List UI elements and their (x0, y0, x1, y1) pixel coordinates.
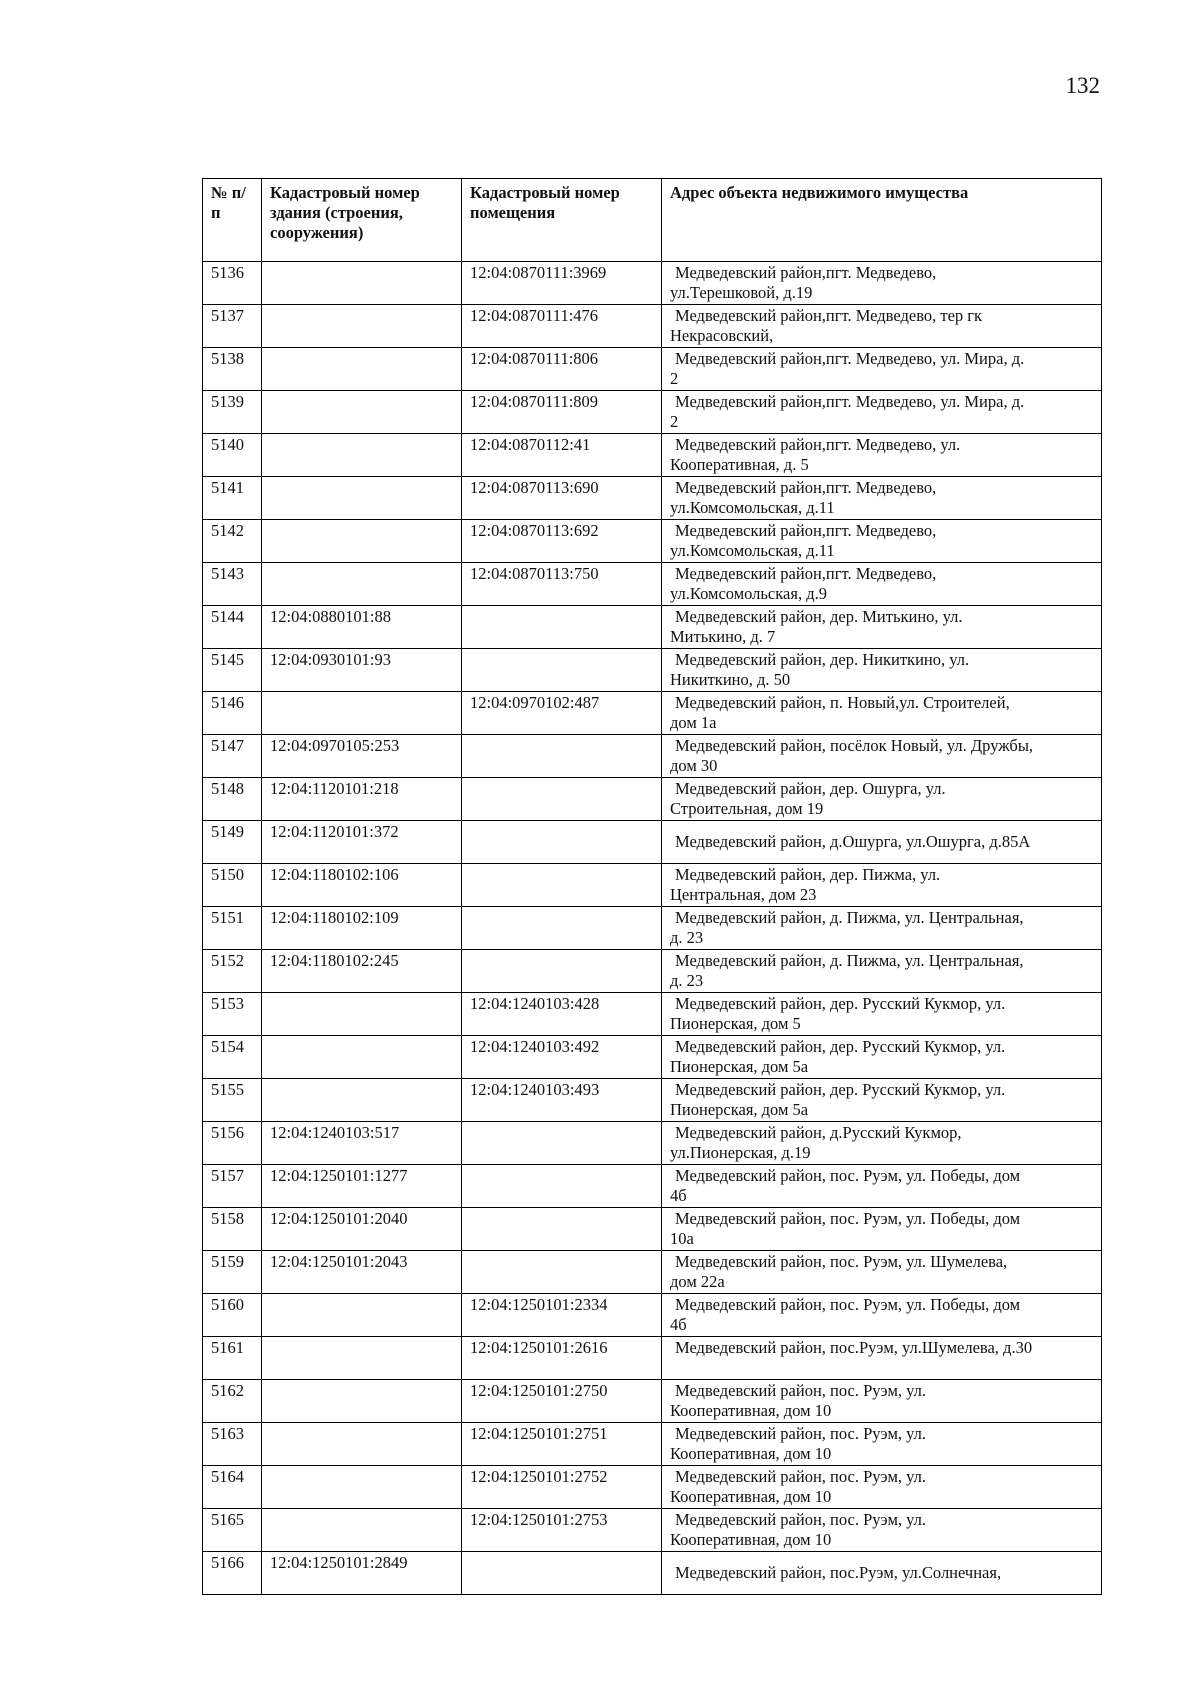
row-number: 5162 (203, 1380, 262, 1423)
building-cadastral-number: 12:04:1180102:245 (262, 950, 462, 993)
property-address (662, 262, 1102, 305)
table-row (203, 993, 1102, 1036)
premises-cadastral-number: 12:04:1240103:428 (462, 993, 662, 1036)
address-line: Медведевский район, д.Ошурга, ул.Ошурга, д.85А (675, 832, 1031, 851)
address-line: Медведевский район, пос. Руэм, ул. Победы, дом (675, 1295, 1021, 1314)
premises-cadastral-number: 12:04:1240103:492 (462, 1036, 662, 1079)
row-number: 5163 (203, 1423, 262, 1466)
table-row (203, 262, 1102, 305)
address-line: Митькино, д. 7 (670, 627, 776, 646)
address-line: Центральная, дом 23 (670, 885, 817, 904)
row-number: 5136 (203, 262, 262, 305)
premises-cadastral-number: 12:04:0870111:476 (462, 305, 662, 348)
address-line: Медведевский район, пос.Руэм, ул.Шумелева, д.30 (675, 1338, 1033, 1357)
premises-cadastral-number (462, 1251, 662, 1294)
address-line: Медведевский район, дер. Никиткино, ул. (675, 650, 970, 669)
property-address (662, 348, 1102, 391)
address-line: Медведевский район, пос.Руэм, ул.Солнечная, (675, 1563, 1002, 1582)
row-number: 5141 (203, 477, 262, 520)
building-cadastral-number (262, 563, 462, 606)
building-cadastral-number: 12:04:1240103:517 (262, 1122, 462, 1165)
building-cadastral-number (262, 1079, 462, 1122)
building-cadastral-number (262, 305, 462, 348)
premises-cadastral-number: 12:04:1250101:2752 (462, 1466, 662, 1509)
premises-cadastral-number (462, 821, 662, 864)
address-line: Медведевский район, дер. Ошурга, ул. (675, 779, 946, 798)
table-row (203, 305, 1102, 348)
table-row (203, 434, 1102, 477)
header-building-cadastral: Кадастровый номер здания (строения, сооружения) (262, 179, 462, 262)
property-address (662, 1079, 1102, 1122)
premises-cadastral-number (462, 907, 662, 950)
table-row (203, 1380, 1102, 1423)
table-row (203, 1509, 1102, 1552)
address-line: Медведевский район, д.Русский Кукмор, (675, 1123, 962, 1142)
address-line: дом 1а (670, 713, 717, 732)
property-address (662, 864, 1102, 907)
address-line: Медведевский район, дер. Русский Кукмор, ул. (675, 1080, 1006, 1099)
address-line: Медведевский район, пос. Руэм, ул. Победы, дом (675, 1166, 1021, 1185)
table-row (203, 907, 1102, 950)
building-cadastral-number: 12:04:0930101:93 (262, 649, 462, 692)
table-row (203, 821, 1102, 864)
row-number: 5147 (203, 735, 262, 778)
address-line: 4б (670, 1315, 687, 1334)
property-address (662, 606, 1102, 649)
table-row (203, 1251, 1102, 1294)
property-address (662, 1552, 1102, 1595)
table-row (203, 520, 1102, 563)
building-cadastral-number: 12:04:1120101:218 (262, 778, 462, 821)
address-line: 10а (670, 1229, 694, 1248)
premises-cadastral-number (462, 1165, 662, 1208)
property-address (662, 778, 1102, 821)
address-line: ул.Пионерская, д.19 (670, 1143, 811, 1162)
building-cadastral-number: 12:04:1120101:372 (262, 821, 462, 864)
premises-cadastral-number: 12:04:0870111:3969 (462, 262, 662, 305)
row-number: 5138 (203, 348, 262, 391)
table-row (203, 563, 1102, 606)
premises-cadastral-number: 12:04:1250101:2616 (462, 1337, 662, 1380)
building-cadastral-number: 12:04:1250101:2849 (262, 1552, 462, 1595)
row-number: 5160 (203, 1294, 262, 1337)
address-line: Медведевский район, пос. Руэм, ул. (675, 1510, 927, 1529)
table-row (203, 1466, 1102, 1509)
address-line: ул.Комсомольская, д.11 (670, 498, 835, 517)
property-address (662, 563, 1102, 606)
address-line: Кооперативная, дом 10 (670, 1487, 832, 1506)
property-register-table (202, 178, 1102, 1595)
building-cadastral-number (262, 434, 462, 477)
row-number: 5142 (203, 520, 262, 563)
property-address (662, 1423, 1102, 1466)
row-number: 5165 (203, 1509, 262, 1552)
property-address (662, 1122, 1102, 1165)
table-row (203, 735, 1102, 778)
table-row (203, 1294, 1102, 1337)
address-line: Пионерская, дом 5а (670, 1100, 809, 1119)
address-line: Медведевский район, пос. Руэм, ул. (675, 1424, 927, 1443)
premises-cadastral-number (462, 1552, 662, 1595)
row-number: 5153 (203, 993, 262, 1036)
row-number: 5150 (203, 864, 262, 907)
premises-cadastral-number: 12:04:0870113:692 (462, 520, 662, 563)
table-row (203, 1423, 1102, 1466)
row-number: 5166 (203, 1552, 262, 1595)
table-row (203, 348, 1102, 391)
address-line: д. 23 (670, 971, 704, 990)
address-line: Медведевский район, пос. Руэм, ул. (675, 1381, 927, 1400)
page-number: 132 (1065, 73, 1100, 98)
row-number: 5137 (203, 305, 262, 348)
address-line: Медведевский район,пгт. Медведево, (675, 478, 937, 497)
address-line: Медведевский район,пгт. Медведево, (675, 521, 937, 540)
row-number: 5157 (203, 1165, 262, 1208)
address-line: Медведевский район, пос. Руэм, ул. Победы, дом (675, 1209, 1021, 1228)
row-number: 5152 (203, 950, 262, 993)
property-address (662, 434, 1102, 477)
table-body (203, 262, 1102, 1595)
table-row (203, 1208, 1102, 1251)
address-line: Пионерская, дом 5 (670, 1014, 801, 1033)
address-line: Медведевский район,пгт. Медведево, тер гк (675, 306, 983, 325)
address-line: 2 (670, 369, 679, 388)
address-line: Медведевский район,пгт. Медведево, ул. Мира, д. (675, 349, 1025, 368)
property-address (662, 1337, 1102, 1380)
address-line: Медведевский район, п. Новый,ул. Строителей, (675, 693, 1010, 712)
table-row (203, 477, 1102, 520)
table-header-row (203, 179, 1102, 262)
building-cadastral-number: 12:04:1250101:1277 (262, 1165, 462, 1208)
row-number: 5148 (203, 778, 262, 821)
premises-cadastral-number: 12:04:1250101:2753 (462, 1509, 662, 1552)
premises-cadastral-number: 12:04:0870111:806 (462, 348, 662, 391)
address-line: Медведевский район,пгт. Медведево, ул. (675, 435, 961, 454)
building-cadastral-number: 12:04:1250101:2040 (262, 1208, 462, 1251)
property-address (662, 1251, 1102, 1294)
address-line: Медведевский район,пгт. Медведево, ул. Мира, д. (675, 392, 1025, 411)
building-cadastral-number (262, 262, 462, 305)
table-row (203, 692, 1102, 735)
address-line: Медведевский район, д. Пижма, ул. Центральная, (675, 951, 1024, 970)
row-number: 5140 (203, 434, 262, 477)
address-line: Медведевский район, дер. Русский Кукмор, ул. (675, 994, 1006, 1013)
row-number: 5158 (203, 1208, 262, 1251)
premises-cadastral-number: 12:04:0870113:690 (462, 477, 662, 520)
premises-cadastral-number: 12:04:0870111:809 (462, 391, 662, 434)
property-address (662, 907, 1102, 950)
table-row (203, 778, 1102, 821)
property-address (662, 692, 1102, 735)
premises-cadastral-number (462, 649, 662, 692)
row-number: 5149 (203, 821, 262, 864)
row-number: 5143 (203, 563, 262, 606)
table-row (203, 1337, 1102, 1380)
address-line: Медведевский район, посёлок Новый, ул. Дружбы, (675, 736, 1034, 755)
property-address (662, 477, 1102, 520)
building-cadastral-number (262, 1509, 462, 1552)
building-cadastral-number (262, 1036, 462, 1079)
building-cadastral-number (262, 993, 462, 1036)
property-address (662, 1509, 1102, 1552)
building-cadastral-number: 12:04:0970105:253 (262, 735, 462, 778)
row-number: 5144 (203, 606, 262, 649)
address-line: Кооперативная, дом 10 (670, 1401, 832, 1420)
table-row (203, 864, 1102, 907)
premises-cadastral-number (462, 1208, 662, 1251)
row-number: 5159 (203, 1251, 262, 1294)
premises-cadastral-number (462, 735, 662, 778)
row-number: 5164 (203, 1466, 262, 1509)
premises-cadastral-number: 12:04:0870112:41 (462, 434, 662, 477)
row-number: 5139 (203, 391, 262, 434)
table-row (203, 950, 1102, 993)
table-row (203, 1122, 1102, 1165)
header-num: № п/п (203, 179, 262, 262)
address-line: Медведевский район, дер. Пижма, ул. (675, 865, 941, 884)
property-address (662, 821, 1102, 864)
property-address (662, 391, 1102, 434)
building-cadastral-number (262, 1466, 462, 1509)
address-line: 2 (670, 412, 679, 431)
table-row (203, 1165, 1102, 1208)
property-address (662, 993, 1102, 1036)
address-line: ул.Комсомольская, д.11 (670, 541, 835, 560)
row-number: 5154 (203, 1036, 262, 1079)
property-address (662, 1165, 1102, 1208)
address-line: Кооперативная, дом 10 (670, 1444, 832, 1463)
property-address (662, 1466, 1102, 1509)
table-row (203, 1036, 1102, 1079)
premises-cadastral-number: 12:04:0870113:750 (462, 563, 662, 606)
property-address (662, 950, 1102, 993)
table-row (203, 649, 1102, 692)
address-line: Пионерская, дом 5а (670, 1057, 809, 1076)
premises-cadastral-number: 12:04:1250101:2334 (462, 1294, 662, 1337)
building-cadastral-number: 12:04:1250101:2043 (262, 1251, 462, 1294)
building-cadastral-number: 12:04:1180102:109 (262, 907, 462, 950)
property-address (662, 1208, 1102, 1251)
row-number: 5161 (203, 1337, 262, 1380)
premises-cadastral-number: 12:04:0970102:487 (462, 692, 662, 735)
premises-cadastral-number (462, 864, 662, 907)
building-cadastral-number: 12:04:0880101:88 (262, 606, 462, 649)
address-line: Строительная, дом 19 (670, 799, 824, 818)
premises-cadastral-number: 12:04:1250101:2751 (462, 1423, 662, 1466)
property-address (662, 520, 1102, 563)
building-cadastral-number (262, 1423, 462, 1466)
address-line: Кооперативная, д. 5 (670, 455, 809, 474)
building-cadastral-number (262, 1294, 462, 1337)
building-cadastral-number (262, 520, 462, 563)
premises-cadastral-number (462, 1122, 662, 1165)
property-address (662, 1036, 1102, 1079)
row-number: 5151 (203, 907, 262, 950)
address-line: д. 23 (670, 928, 704, 947)
premises-cadastral-number: 12:04:1250101:2750 (462, 1380, 662, 1423)
building-cadastral-number: 12:04:1180102:106 (262, 864, 462, 907)
address-line: ул.Комсомольская, д.9 (670, 584, 827, 603)
table-row (203, 391, 1102, 434)
table-row (203, 606, 1102, 649)
address-line: Медведевский район, дер. Русский Кукмор, ул. (675, 1037, 1006, 1056)
row-number: 5155 (203, 1079, 262, 1122)
premises-cadastral-number (462, 778, 662, 821)
address-line: Кооперативная, дом 10 (670, 1530, 832, 1549)
address-line: дом 22а (670, 1272, 725, 1291)
table-row (203, 1079, 1102, 1122)
building-cadastral-number (262, 391, 462, 434)
address-line: Медведевский район, д. Пижма, ул. Центральная, (675, 908, 1024, 927)
header-premises-cadastral: Кадастровый номер помещения (462, 179, 662, 262)
building-cadastral-number (262, 1380, 462, 1423)
address-line: Некрасовский, (670, 326, 774, 345)
row-number: 5145 (203, 649, 262, 692)
premises-cadastral-number (462, 950, 662, 993)
property-address (662, 1380, 1102, 1423)
address-line: 4б (670, 1186, 687, 1205)
address-line: Медведевский район, пос. Руэм, ул. Шумелева, (675, 1252, 1008, 1271)
property-address (662, 1294, 1102, 1337)
address-line: Медведевский район, дер. Митькино, ул. (675, 607, 963, 626)
property-address (662, 649, 1102, 692)
header-address: Адрес объекта недвижимого имущества (662, 179, 1102, 262)
premises-cadastral-number (462, 606, 662, 649)
address-line: Медведевский район,пгт. Медведево, (675, 263, 937, 282)
property-address (662, 735, 1102, 778)
address-line: Никиткино, д. 50 (670, 670, 791, 689)
address-line: Медведевский район,пгт. Медведево, (675, 564, 937, 583)
building-cadastral-number (262, 1337, 462, 1380)
premises-cadastral-number: 12:04:1240103:493 (462, 1079, 662, 1122)
address-line: дом 30 (670, 756, 718, 775)
address-line: Медведевский район, пос. Руэм, ул. (675, 1467, 927, 1486)
row-number: 5146 (203, 692, 262, 735)
property-address (662, 305, 1102, 348)
building-cadastral-number (262, 477, 462, 520)
building-cadastral-number (262, 348, 462, 391)
table-row (203, 1552, 1102, 1595)
row-number: 5156 (203, 1122, 262, 1165)
building-cadastral-number (262, 692, 462, 735)
address-line: ул.Терешковой, д.19 (670, 283, 813, 302)
